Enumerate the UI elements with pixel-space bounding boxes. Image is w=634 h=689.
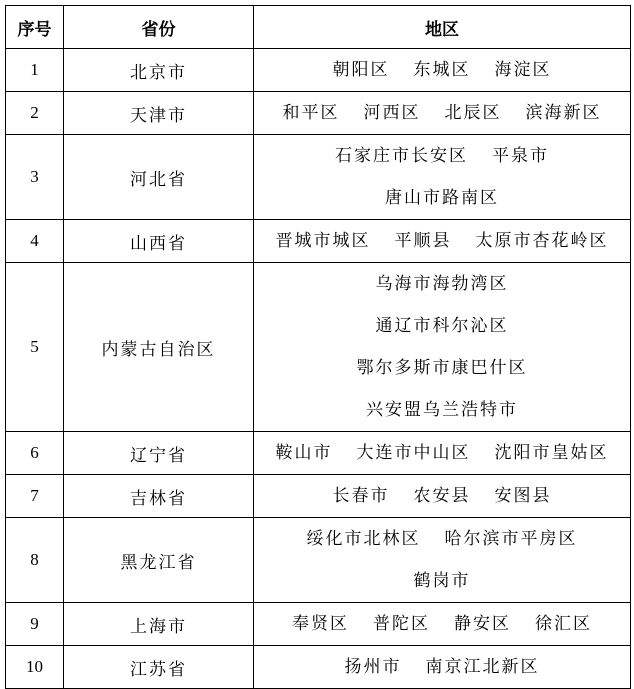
region-name: 鹤岗市 <box>413 571 471 591</box>
header-region: 地区 <box>254 6 631 49</box>
row-province: 辽宁省 <box>64 432 254 475</box>
region-line <box>254 177 630 219</box>
region-line <box>254 305 630 347</box>
header-province: 省份 <box>64 6 254 49</box>
row-regions <box>254 432 631 475</box>
region-line <box>254 646 630 688</box>
region-name: 滨海新区 <box>525 103 602 123</box>
region-name: 石家庄市长安区 <box>335 146 468 166</box>
row-regions <box>254 263 631 432</box>
region-line <box>254 475 630 517</box>
region-name: 长春市 <box>332 486 390 506</box>
row-province: 天津市 <box>64 92 254 135</box>
region-name: 鞍山市 <box>275 443 333 463</box>
row-index: 5 <box>6 263 64 432</box>
region-line <box>254 432 630 474</box>
region-name: 兴安盟乌兰浩特市 <box>366 400 518 420</box>
row-index: 4 <box>6 220 64 263</box>
region-line <box>254 389 630 431</box>
region-line <box>254 560 630 602</box>
table-row <box>6 92 631 135</box>
region-name: 大连市中山区 <box>356 443 471 463</box>
region-name: 静安区 <box>454 614 511 634</box>
region-name: 东城区 <box>413 60 471 80</box>
table-body <box>6 49 631 689</box>
region-line <box>254 518 630 560</box>
row-index: 10 <box>6 646 64 689</box>
region-name: 扬州市 <box>344 657 402 677</box>
row-regions <box>254 646 631 689</box>
table-row <box>6 475 631 518</box>
row-province: 内蒙古自治区 <box>64 263 254 432</box>
table-row <box>6 518 631 603</box>
region-name: 和平区 <box>282 103 340 123</box>
region-name: 哈尔滨市平房区 <box>444 529 578 549</box>
header-index: 序号 <box>6 6 64 49</box>
region-name: 晋城市城区 <box>275 231 371 251</box>
row-regions <box>254 518 631 603</box>
region-line <box>254 92 630 134</box>
row-province: 江苏省 <box>64 646 254 689</box>
region-name: 朝阳区 <box>332 60 390 80</box>
region-name: 太原市杏花岭区 <box>475 231 609 251</box>
row-province: 北京市 <box>64 49 254 92</box>
row-regions <box>254 603 631 646</box>
region-name: 绥化市北林区 <box>306 529 421 549</box>
region-name: 农安县 <box>413 486 471 506</box>
row-province: 上海市 <box>64 603 254 646</box>
row-index: 1 <box>6 49 64 92</box>
region-name: 乌海市海勃湾区 <box>375 274 509 294</box>
region-name: 北辰区 <box>444 103 502 123</box>
row-province: 河北省 <box>64 135 254 220</box>
row-regions <box>254 92 631 135</box>
table-row <box>6 432 631 475</box>
region-line <box>254 603 630 645</box>
row-province: 黑龙江省 <box>64 518 254 603</box>
region-line <box>254 135 630 177</box>
region-name: 平泉市 <box>492 146 549 166</box>
row-regions <box>254 475 631 518</box>
region-name: 通辽市科尔沁区 <box>375 316 509 336</box>
row-index: 2 <box>6 92 64 135</box>
row-index: 9 <box>6 603 64 646</box>
region-name: 普陀区 <box>373 614 430 634</box>
region-name: 海淀区 <box>494 60 552 80</box>
row-index: 7 <box>6 475 64 518</box>
row-index: 3 <box>6 135 64 220</box>
row-index: 6 <box>6 432 64 475</box>
region-name: 安图县 <box>494 486 552 506</box>
table-row <box>6 135 631 220</box>
row-regions <box>254 220 631 263</box>
region-name: 徐汇区 <box>535 614 592 634</box>
region-name: 河西区 <box>363 103 421 123</box>
region-name: 平顺县 <box>394 231 452 251</box>
region-line <box>254 347 630 389</box>
row-province: 吉林省 <box>64 475 254 518</box>
region-name: 沈阳市皇姑区 <box>494 443 609 463</box>
region-name: 奉贤区 <box>292 614 349 634</box>
region-name: 唐山市路南区 <box>385 188 499 208</box>
region-name: 鄂尔多斯市康巴什区 <box>356 358 528 378</box>
row-regions <box>254 49 631 92</box>
region-table <box>5 5 631 689</box>
region-line <box>254 263 630 305</box>
row-index: 8 <box>6 518 64 603</box>
row-regions <box>254 135 631 220</box>
region-name: 南京江北新区 <box>425 657 540 677</box>
table-row <box>6 263 631 432</box>
row-province: 山西省 <box>64 220 254 263</box>
region-line <box>254 220 630 262</box>
table-row <box>6 49 631 92</box>
table-header-row <box>6 6 631 49</box>
region-line <box>254 49 630 91</box>
table-row <box>6 603 631 646</box>
table-row <box>6 220 631 263</box>
table-row <box>6 646 631 689</box>
